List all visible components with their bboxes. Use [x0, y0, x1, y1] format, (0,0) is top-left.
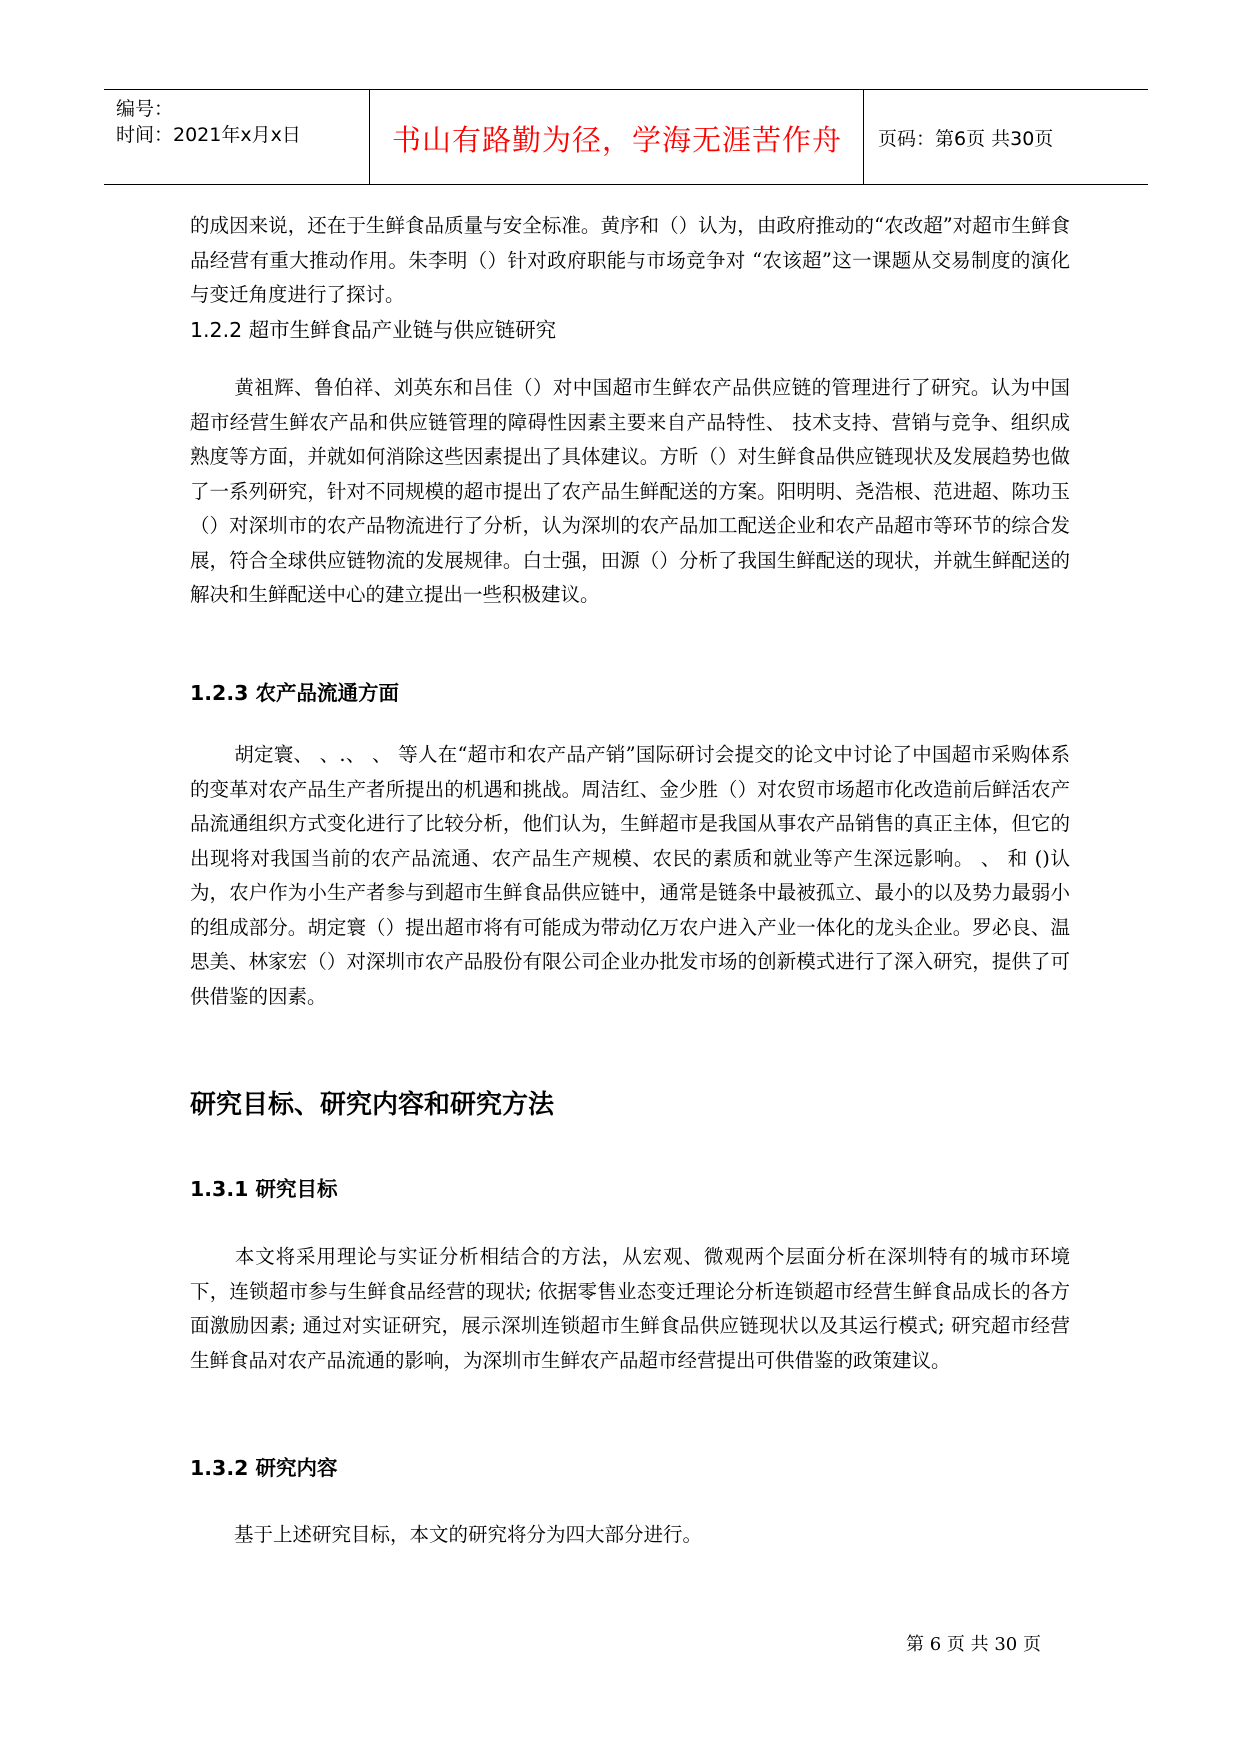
document-time-label: 时间：2021年x月x日 [116, 124, 301, 146]
header-page-label: 页码：第6页 共30页 [878, 128, 1054, 150]
paragraph-supply-chain [190, 371, 1070, 613]
paragraph-supply-chain-text: 黄祖辉、鲁伯祥、刘英东和吕佳（）对中国超市生鲜农产品供应链的管理进行了研究。认为中国超市经营生鲜农产品和供应链管理的障碍性因素主要来自产品特性、 技术支持、营销与竞争、组织成熟度等方面，并就如何消除这些因素提出了具体建议。方昕（）对生鲜食品供应链现状及发展趋势也做了一系列研究，针对不同规模的超市提出了农产品生鲜配送的方案。阳明明、尧浩根、范进超、陈功玉（）对深圳市的农产品物流进行了分析，认为深圳的农产品加工配送企业和农产品超市等环节的综合发展，符合全球供应链物流的发展规律。白士强，田源（）分析了我国生鲜配送的现状，并就生鲜配送的解决和生鲜配送中心的建立提出一些积极建议。 [190, 376, 1070, 606]
page-header [104, 89, 1148, 185]
header-info-cell [104, 90, 370, 184]
heading-1-2-2: 1.2.2 超市生鲜食品产业链与供应链研究 [190, 318, 557, 342]
header-motto: 书山有路勤为径，学海无涯苦作舟 [391, 123, 842, 157]
heading-1-2-3: 1.2.3 农产品流通方面 [190, 681, 400, 705]
paragraph-research-content [190, 1518, 1070, 1553]
paragraph-research-goals-text: 本文将采用理论与实证分析相结合的方法，从宏观、微观两个层面分析在深圳特有的城市环境下，连锁超市参与生鲜食品经营的现状; 依据零售业态变迁理论分析连锁超市经营生鲜食品成长的各方面激励因素; 通过对实证研究，展示深圳连锁超市生鲜食品供应链现状以及其运行模式; 研究超市经营生鲜食品对农产品流通的影响，为深圳市生鲜农产品超市经营提出可供借鉴的政策建议。 [190, 1245, 1070, 1372]
paragraph-research-goals [190, 1240, 1070, 1378]
paragraph-circulation [190, 738, 1070, 1014]
header-motto-cell [370, 90, 864, 184]
paragraph-research-content-text: 基于上述研究目标，本文的研究将分为四大部分进行。 [234, 1523, 703, 1546]
paragraph-continuation: 的成因来说，还在于生鲜食品质量与安全标准。黄序和（）认为，由政府推动的“农改超”对超市生鲜食品经营有重大推动作用。朱李明（）针对政府职能与市场竞争对 “农该超”这一课题从交易制度的演化与变迁角度进行了探讨。 [190, 214, 1070, 306]
header-page-cell [864, 90, 1148, 184]
document-number-label: 编号： [116, 98, 174, 120]
heading-1-3-2: 1.3.2 研究内容 [190, 1456, 338, 1480]
heading-1-3-1: 1.3.1 研究目标 [190, 1177, 338, 1201]
paragraph-circulation-text: 胡定寰、 、.、 、 等人在“超市和农产品产销”国际研讨会提交的论文中讨论了中国超市采购体系的变革对农产品生产者所提出的机遇和挑战。周洁红、金少胜（）对农贸市场超市化改造前后鲜活农产品流通组织方式变化进行了比较分析，他们认为，生鲜超市是我国从事农产品销售的真正主体，但它的出现将对我国当前的农产品流通、农产品生产规模、农民的素质和就业等产生深远影响。 、 和 ()认为，农户作为小生产者参与到超市生鲜食品供应链中，通常是链条中最被孤立、最小的以及势力最弱小的组成部分。胡定寰（）提出超市将有可能成为带动亿万农户进入产业一体化的龙头企业。罗必良、温思美、林家宏（）对深圳市农产品股份有限公司企业办批发市场的创新模式进行了深入研究，提供了可供借鉴的因素。 [190, 743, 1070, 1008]
page-footer: 第 6 页 共 30 页 [906, 1634, 1041, 1655]
heading-1-3: 研究目标、研究内容和研究方法 [190, 1090, 555, 1120]
